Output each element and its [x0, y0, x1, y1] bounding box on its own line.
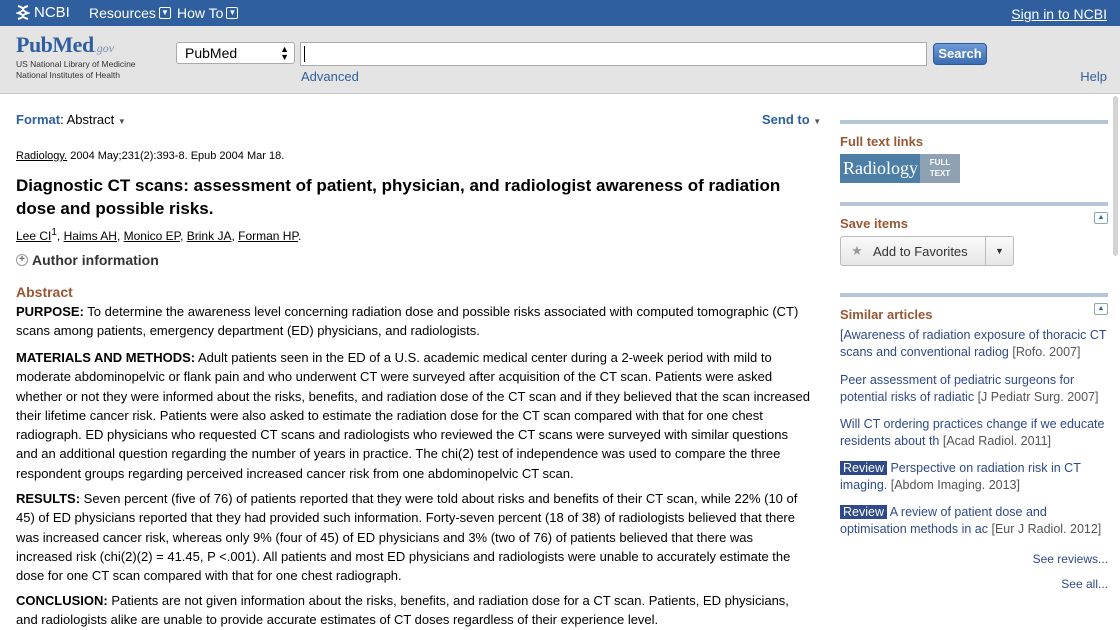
similar-article-title: [Awareness of radiation exposure of thoracic CT scans and conventional radiog	[840, 328, 1107, 359]
similar-articles-box	[840, 293, 1108, 322]
search-input[interactable]	[300, 42, 927, 66]
favorites-dropdown-icon[interactable]: ▼	[985, 237, 1013, 265]
add-to-favorites-button[interactable]	[840, 236, 1014, 266]
save-items-heading: Save items	[840, 216, 908, 231]
similar-article-item[interactable]	[840, 372, 1108, 406]
similar-article-source: [Abdom Imaging. 2013]	[890, 478, 1020, 492]
full-text-badge-line2: TEXT	[929, 169, 951, 178]
similar-articles-heading: Similar articles	[840, 307, 933, 322]
author-link[interactable]: Haims AH	[63, 229, 117, 243]
conclusion-text: Patients are not given information about the risks, benefits, and radiation dose for a CT scan. Patients, ED physicians, and radiologists alike are unable to provide accurate estimates of CT doses regardless of their experience level.	[16, 593, 789, 628]
purpose-label: PURPOSE:	[16, 304, 84, 319]
format-selector[interactable]	[16, 112, 126, 127]
abstract-methods	[16, 348, 812, 483]
methods-label: MATERIALS AND METHODS:	[16, 350, 196, 365]
author-link[interactable]: Forman HP	[238, 229, 298, 243]
similar-article-title: Peer assessment of pediatric surgeons for potential risks of radiatic	[840, 373, 1075, 404]
author-information-toggle[interactable]	[16, 252, 159, 268]
chevron-down-icon: ▼	[159, 7, 171, 19]
updown-arrow-icon: ▲ ▼	[280, 44, 289, 62]
caret-down-icon: ▼	[117, 117, 126, 126]
expand-plus-icon: +	[16, 254, 28, 266]
article-title: Diagnostic CT scans: assessment of patient, physician, and radiologist awareness of radiation dose and possible risks.	[16, 176, 781, 218]
help-link[interactable]: Help	[1080, 69, 1107, 84]
advanced-search-link[interactable]: Advanced	[301, 69, 359, 84]
search-button[interactable]: Search	[933, 43, 987, 65]
chevron-down-icon: ▼	[226, 7, 238, 19]
pubmed-logo[interactable]	[16, 32, 136, 80]
howto-menu[interactable]	[177, 5, 238, 21]
see-all-link[interactable]: See all...	[1061, 577, 1108, 591]
full-text-badge-line1: FULL	[929, 158, 951, 167]
citation	[16, 150, 284, 162]
citation-details: 2004 May;231(2):393-8. Epub 2004 Mar 18.	[67, 150, 285, 162]
similar-article-title: A review of patient dose and optimisation methods in ac	[840, 505, 1047, 536]
abstract-results	[16, 489, 812, 585]
text-caret	[304, 46, 305, 62]
similar-article-item[interactable]	[840, 327, 1108, 361]
similar-article-item[interactable]	[840, 416, 1108, 450]
similar-article-title: Perspective on radiation risk in CT imaging.	[840, 461, 1081, 492]
author-affiliation-sup: 1	[51, 227, 57, 238]
database-select-value: PubMed	[185, 45, 238, 61]
abstract-heading: Abstract	[16, 284, 73, 300]
author-link[interactable]: Monico EP	[123, 229, 181, 243]
radiology-full-text-link[interactable]	[840, 154, 960, 183]
author-link[interactable]: Brink JA	[186, 229, 232, 243]
conclusion-label: CONCLUSION:	[16, 593, 108, 608]
similar-article-title: Will CT ordering practices change if we educate residents about th	[840, 417, 1105, 448]
search-header	[0, 26, 1120, 94]
collapse-icon[interactable]: ▲	[1094, 303, 1108, 315]
resources-label: Resources	[89, 5, 156, 21]
ncbi-label: NCBI	[34, 4, 70, 21]
similar-article-source: [J Pediatr Surg. 2007]	[977, 390, 1099, 404]
similar-article-source: [Acad Radiol. 2011]	[942, 434, 1052, 448]
howto-label: How To	[177, 5, 224, 21]
logo-sub-nlm: US National Library of Medicine	[16, 59, 136, 69]
journal-link[interactable]: Radiology.	[16, 150, 68, 162]
abstract-purpose	[16, 302, 812, 341]
radiology-logo-text: Radiology	[843, 158, 918, 178]
results-text: Seven percent (five of 76) of patients reported that they were told about risks and benefits of their CT scan, while 22% (10 of 45) of ED physicians reported that they had provided such information. Forty-seven percent (18 of 38) of radiologists believed that there was increased cancer risk, whereas only 9% (four of 45) of ED physicians and 3% (two of 76) of patients believed that there was increased risk (chi(2)(2) = 41.45, P <.001). All patients and most ED physicians and radiologists were unable to accurately estimate the dose for one CT scan compared with that for one chest radiograph.	[16, 491, 798, 584]
ncbi-top-bar	[0, 0, 1120, 26]
full-text-links-box	[840, 120, 1108, 149]
logo-pub: Pub	[16, 32, 53, 57]
add-to-favorites-label: Add to Favorites	[873, 243, 968, 259]
review-badge: Review	[840, 461, 887, 475]
methods-text: Adult patients seen in the ED of a U.S. academic medical center during a 2-week period with mild to moderate abdominopelvic or flank pain and who underwent CT were surveyed after acquisition of the CT scan. Patients were asked whether or not they were informed about the risks, benefits, and radiation dose of the CT scan and if they believed that the scan increased their lifetime cancer risk. Patients were also asked to estimate the radiation dose for the CT scan compared with that for one chest radiograph. ED physicians who requested CT scans and radiologists who reviewed the CT scans were surveyed with similar questions and an additional question regarding the number of years in practice. The chi(2) test of independence was used to compare the three respondent groups regarding perceived increased cancer risk from one abdominopelvic CT scan.	[16, 350, 810, 481]
author-info-label: Author information	[32, 252, 159, 268]
similar-article-item[interactable]	[840, 460, 1108, 494]
author-list: Lee $CI^1$, Haims AH, Monico EP, Brink JA, Forman HP.	[16, 227, 302, 243]
resources-menu[interactable]	[89, 5, 171, 21]
purpose-text: To determine the awareness level concerning radiation dose and possible risks associated with computed tomographic (CT) scans among patients, emergency department (ED) physicians, and radiologists.	[16, 304, 799, 339]
review-badge: Review	[840, 505, 887, 519]
see-reviews-link[interactable]: See reviews...	[1032, 552, 1108, 566]
save-items-box	[840, 202, 1108, 231]
results-label: RESULTS:	[16, 491, 81, 506]
format-value: : Abstract	[60, 112, 115, 127]
scrollbar-thumb[interactable]	[1113, 96, 1118, 256]
full-text-links-heading: Full text links	[840, 134, 924, 149]
similar-article-source: [Rofo. 2007]	[1012, 345, 1081, 359]
logo-gov: .gov	[93, 41, 115, 55]
ncbi-helix-icon	[16, 4, 30, 21]
similar-article-source: [Eur J Radiol. 2012]	[991, 522, 1102, 536]
full-text-badge	[920, 154, 960, 183]
logo-sub-nih: National Institutes of Health	[16, 70, 120, 80]
similar-article-item[interactable]	[840, 504, 1108, 538]
logo-med: Med	[52, 32, 94, 57]
sign-in-link[interactable]: Sign in to NCBI	[1011, 6, 1107, 22]
ncbi-home-link[interactable]	[16, 4, 70, 21]
database-select[interactable]	[176, 42, 295, 64]
send-to-label: Send to	[762, 112, 810, 127]
star-icon: ★	[851, 243, 863, 258]
send-to-menu[interactable]	[762, 112, 821, 127]
collapse-icon[interactable]: ▲	[1094, 212, 1108, 224]
format-label: Format	[16, 112, 61, 127]
caret-down-icon: ▼	[813, 117, 822, 126]
author-link[interactable]: Lee CI	[16, 229, 52, 243]
